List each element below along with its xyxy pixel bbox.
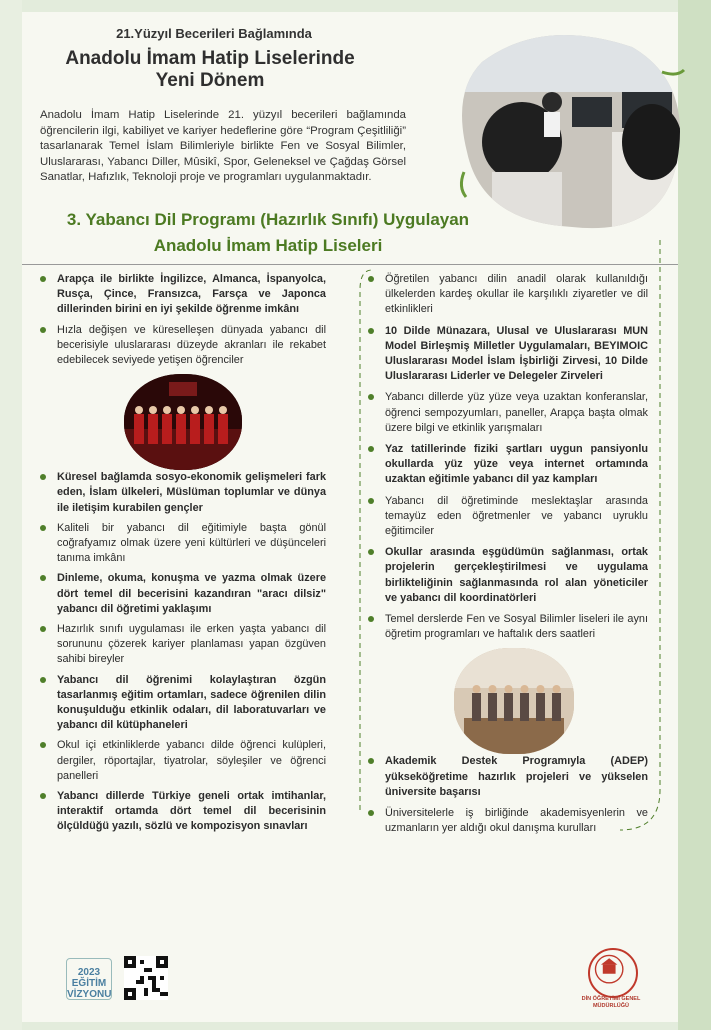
bullet-dot-icon — [40, 677, 46, 683]
list-item-text: Hızla değişen ve küreselleşen dünyada yabancı dil becerisiyle uluslararası düzeyde akranları ile rekabet edebilecek seviyede yetişen öğrenciler — [57, 323, 326, 367]
header-title — [40, 48, 380, 92]
left-border-strip — [0, 0, 22, 1030]
bullet-dot-icon — [40, 327, 46, 333]
bullet-dot-icon — [40, 793, 46, 799]
bullet-dot-icon — [368, 758, 374, 764]
bullet-dot-icon — [368, 616, 374, 622]
bullet-dot-icon — [40, 575, 46, 581]
bullet-dot-icon — [368, 276, 374, 282]
list-item-text: Dinleme, okuma, konuşma ve yazma olmak üzere dört temel dil becerisini kazandıran "aracı dilsiz" yabancı dil öğretimi yaklaşımı — [57, 572, 326, 615]
list-item — [368, 442, 648, 488]
list-item-text: Hazırlık sınıfı uygulaması ile erken yaşta yabancı dil sorununu çözerek kariyer planlaması yapan özgüven sahibi bireyler — [57, 623, 326, 666]
left-column — [40, 272, 326, 835]
section-title-line1: 3. Yabancı Dil Programı (Hazırlık Sınıfı) Uygulayan — [66, 210, 470, 229]
bullet-dot-icon — [40, 742, 46, 748]
header-title-line1: Anadolu İmam Hatip Liselerinde — [65, 48, 355, 69]
list-item — [40, 272, 326, 318]
list-item — [40, 789, 326, 835]
classroom-activity-photo — [454, 648, 574, 754]
list-item-text: Arapça ile birlikte İngilizce, Almanca, İspanyolca, Rusça, Çince, Fransızca, Farsça ve Japonca dillerinden birini en iyi şekilde öğrenme imkânı — [57, 273, 326, 316]
list-item — [40, 323, 326, 369]
ministry-emblem — [588, 948, 638, 998]
list-item — [368, 390, 648, 436]
section-divider — [22, 264, 678, 265]
vision-label: 2023 EĞİTİM VİZYONU — [67, 967, 112, 1000]
list-item-text: Yaz tatillerinde fiziki şartları uygun pansiyonlu okullarda yüz yüze veya internet ortamında uzaktan eğitimle yabancı dil yaz kampları — [385, 443, 648, 486]
list-item — [40, 673, 326, 734]
list-item-text: Yabancı dil öğrenimi kolaylaştıran özgün tasarlanmış eğitim ortamları, sadece öğrenilen dilin konuşulduğu etkinlik odaları, dil laboratuvarları ve yabancı dil kütüphaneleri — [57, 673, 326, 732]
intro-paragraph: Anadolu İmam Hatip Liselerinde 21. yüzyıl becerileri bağlamında öğrencilerin ilgi, kabiliyet ve kariyer hedeflerine göre “Program Çeşitliliği” tasarlanarak Temel İslam Bilimleriyle birlikte Fen ve Sosyal Bilimler, Uluslararası, Yabancı Diller, Mûsikî, Spor, Geleneksel ve Çağdaş Görsel Sanatlar, Hafızlık, Teknoloji proje ve programları uygulanmaktadır. — [40, 109, 406, 184]
bullet-dot-icon — [368, 498, 374, 504]
qr-code — [124, 956, 168, 1000]
list-item — [368, 324, 648, 385]
section-title-line2: Anadolu İmam Hatip Liseleri — [153, 236, 383, 255]
list-item-text: Yabancı dillerde yüz yüze veya uzaktan konferanslar, öğrenci sempozyumları, paneller, Arapça başta olmak üzere bilgi ve etkinlik yarışmaları — [385, 391, 648, 434]
list-item — [368, 494, 648, 540]
stage-performance-photo — [124, 374, 242, 470]
header-subtitle: 21.Yüzyıl Becerileri Bağlamında — [116, 26, 312, 41]
list-item-text: Küresel bağlamda sosyo-ekonomik gelişmeleri fark eden, İslam ülkeleri, Müslüman toplumlar ve dünya ile iletişim kurabilen gençler — [57, 471, 326, 514]
bullet-dot-icon — [40, 525, 46, 531]
bullet-dot-icon — [40, 474, 46, 480]
list-item — [40, 470, 326, 516]
list-item — [40, 622, 326, 668]
education-vision-logo — [66, 958, 112, 1000]
list-item-text: Üniversitelerle iş birliğinde akademisyenlerin ve uzmanların yer aldığı okul danışma kurulları — [385, 807, 648, 835]
list-item — [368, 272, 648, 318]
list-item-text: Okullar arasında eşgüdümün sağlanması, ortak projelerin gerçekleştirilmesi ve uygulama birlikteliğinin sağlanmasında rol alan yöneticiler ve yabancı dil koordinatörleri — [385, 546, 648, 604]
list-item — [368, 612, 648, 642]
list-item — [40, 521, 326, 567]
header-title-line2: Yeni Dönem — [155, 70, 265, 91]
list-item-text: Okul içi etkinliklerde yabancı dilde öğrenci kulüpleri, dergiler, röportajlar, tiyatrolar, söyleşiler ve öğrenci panelleri — [57, 739, 326, 782]
bullet-dot-icon — [368, 394, 374, 400]
bullet-dot-icon — [368, 328, 374, 334]
list-item — [368, 754, 648, 800]
ministry-name: DİN ÖĞRETİMİ GENEL MÜDÜRLÜĞÜ — [581, 996, 641, 1009]
right-column — [368, 272, 648, 836]
list-item — [40, 738, 326, 784]
list-item-text: Yabancı dil öğretiminde meslektaşlar arasında temayüz eden öğretmenler ve yabancı uyruklu eğitimciler — [385, 494, 648, 538]
list-item-text: Yabancı dillerde Türkiye geneli ortak imtihanlar, interaktif ortamda dört temel dil becerisinin ölçüldüğü yazılı, sözlü ve kompozisyon sınavları — [57, 790, 326, 833]
list-item — [368, 545, 648, 606]
bullet-dot-icon — [40, 626, 46, 632]
list-item-text: 10 Dilde Münazara, Ulusal ve Uluslararası MUN Model Birleşmiş Milletler Uygulamaları, BEYIMOIC Uluslararası Model İslam İşbirliği Zirvesi, 10 Dilde Uluslararası Liderler ve Delegeler Zirveleri — [385, 324, 648, 383]
bullet-dot-icon — [368, 549, 374, 555]
bullet-dot-icon — [368, 446, 374, 452]
list-item-text: Kaliteli bir yabancı dil eğitimiyle başta gönül coğrafyamız olmak üzere yeni kültürleri ve düşünceleri tanıma imkânı — [57, 521, 326, 565]
bullet-dot-icon — [40, 276, 46, 282]
list-item-text: Akademik Destek Programıyla (ADEP) yükseköğretime hazırlık projeleri ve yükselen üniversite başarısı — [385, 755, 648, 798]
bullet-dot-icon — [368, 810, 374, 816]
list-item-text: Temel derslerde Fen ve Sosyal Bilimler liseleri ile aynı öğretim programları ve haftalık ders saatleri — [385, 613, 648, 641]
list-item — [368, 806, 648, 836]
list-item-text: Öğretilen yabancı dilin anadil olarak kullanıldığı ülkelerden kardeş okullar ile karşılıklı ziyaretler ve dil etkinlikleri — [385, 273, 648, 316]
list-item — [40, 571, 326, 617]
